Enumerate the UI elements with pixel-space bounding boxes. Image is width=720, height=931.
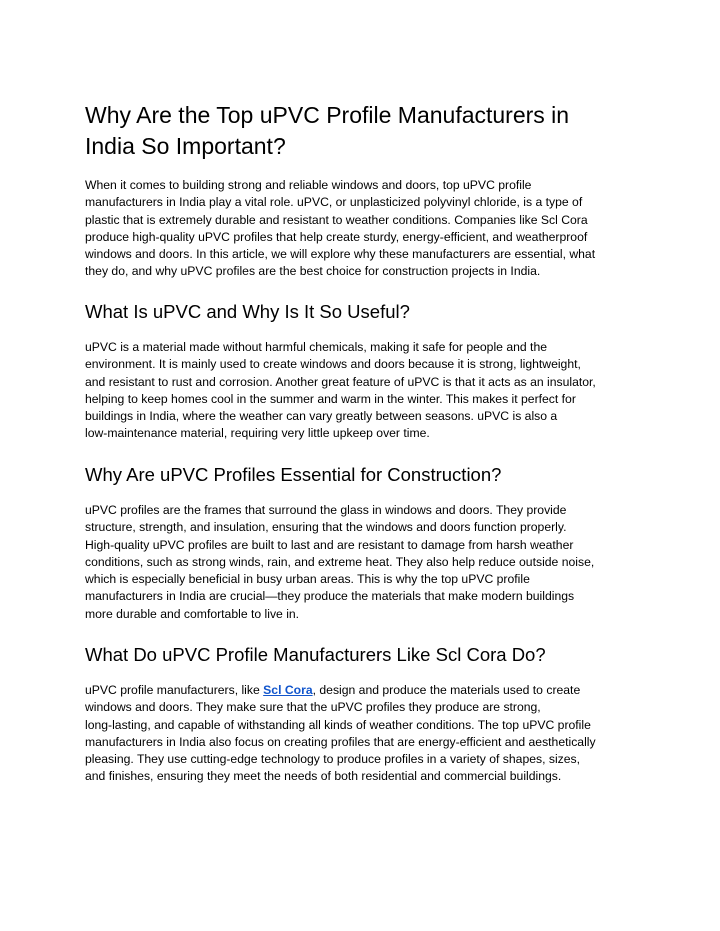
- paragraph-line: windows and doors. They make sure that the uPVC profiles they produce are strong,: [85, 700, 541, 715]
- paragraph-text: uPVC profile manufacturers, like: [85, 683, 264, 697]
- paragraph-text: , design and produce the materials used to create: [312, 683, 581, 697]
- section-heading-what-is-upvc: What Is uPVC and Why Is It So Useful?: [85, 301, 410, 322]
- title-line: India So Important?: [85, 133, 286, 159]
- section2-paragraph: [85, 502, 645, 623]
- paragraph-line: plastic that is extremely durable and resistant to weather conditions. Companies like Scl Cora: [85, 212, 588, 227]
- paragraph-line: they do, and why uPVC profiles are the best choice for construction projects in India.: [85, 264, 541, 279]
- paragraph-line: [85, 682, 645, 699]
- paragraph-line: and finishes, ensuring they meet the needs of both residential and commercial buildings.: [85, 769, 562, 784]
- intro-paragraph: [85, 177, 645, 281]
- paragraph-line: long-lasting, and capable of withstanding all kinds of weather conditions. The top uPVC profile: [85, 717, 591, 732]
- paragraph-line: buildings in India, where the weather can vary greatly between seasons. uPVC is also a: [85, 409, 558, 424]
- paragraph-line: helping to keep homes cool in the summer and warm in the winter. This makes it perfect for: [85, 391, 576, 406]
- section-heading-what-manufacturers-do: What Do uPVC Profile Manufacturers Like Scl Cora Do?: [85, 644, 546, 665]
- paragraph-line: When it comes to building strong and reliable windows and doors, top uPVC profile: [85, 178, 532, 192]
- paragraph-line: manufacturers in India play a vital role. uPVC, or unplasticized polyvinyl chloride, is a type of: [85, 195, 583, 210]
- paragraph-line: uPVC profiles are the frames that surround the glass in windows and doors. They provide: [85, 503, 567, 517]
- paragraph-line: which is especially beneficial in busy urban areas. This is why the top uPVC profile: [85, 572, 530, 587]
- paragraph-line: more durable and comfortable to live in.: [85, 606, 300, 621]
- paragraph-line: conditions, such as strong winds, rain, and extreme heat. They also help reduce outside noise,: [85, 554, 595, 569]
- paragraph-line: manufacturers in India are crucial—they produce the materials that make modern buildings: [85, 589, 575, 604]
- page-title: [85, 100, 645, 162]
- paragraph-line: low-maintenance material, requiring very little upkeep over time.: [85, 426, 430, 441]
- paragraph-line: manufacturers in India also focus on creating profiles that are energy-efficient and aesthetically: [85, 734, 596, 749]
- paragraph-line: pleasing. They use cutting-edge technology to produce profiles in a variety of shapes, sizes,: [85, 752, 581, 767]
- paragraph-line: uPVC is a material made without harmful chemicals, making it safe for people and the: [85, 340, 547, 354]
- paragraph-line: and resistant to rust and corrosion. Another great feature of uPVC is that it acts as an insulator,: [85, 374, 596, 389]
- scl-cora-link[interactable]: Scl Cora: [263, 683, 313, 697]
- paragraph-line: structure, strength, and insulation, ensuring that the windows and doors function properly.: [85, 520, 567, 535]
- paragraph-line: produce high-quality uPVC profiles that help create sturdy, energy-efficient, and weatherproof: [85, 229, 588, 244]
- paragraph-line: environment. It is mainly used to create windows and doors because it is strong, lightweight,: [85, 357, 581, 372]
- section-heading-why-profiles-essential: Why Are uPVC Profiles Essential for Construction?: [85, 464, 502, 485]
- paragraph-line: High-quality uPVC profiles are built to last and are resistant to damage from harsh weather: [85, 537, 574, 552]
- title-line: Why Are the Top uPVC Profile Manufacturers in: [85, 102, 570, 128]
- section1-paragraph: [85, 339, 645, 443]
- section3-paragraph: [85, 682, 645, 786]
- paragraph-line: windows and doors. In this article, we will explore why these manufacturers are essential, what: [85, 247, 596, 262]
